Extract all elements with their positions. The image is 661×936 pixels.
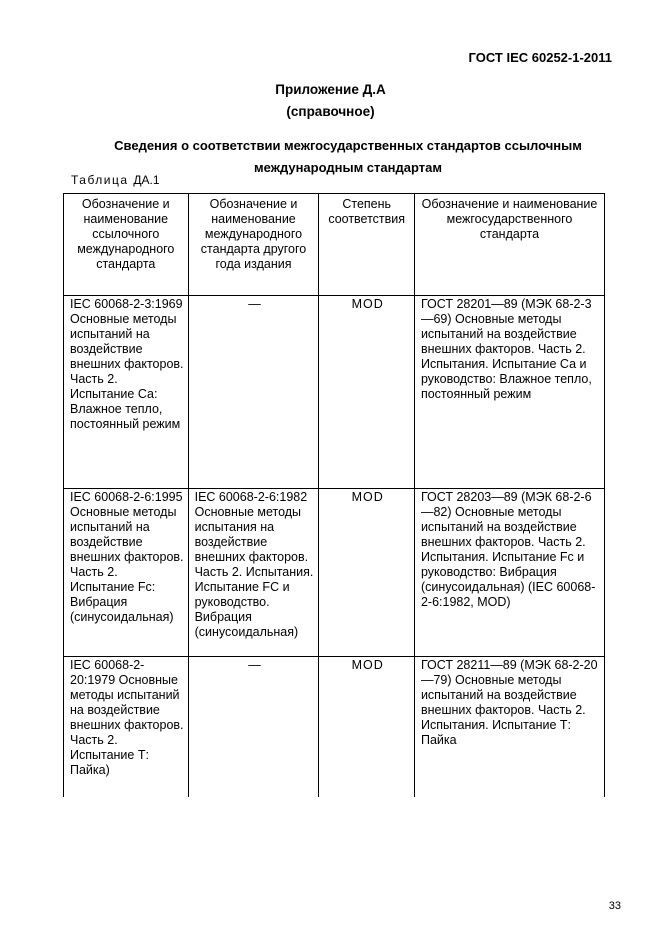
header-degree-of-correspondence: Степень соответствия xyxy=(319,194,415,296)
cell-interstate-standard: ГОСТ 28211—89 (МЭК 68-2-20—79) Основные методы испытаний на воздействие внешних факторов. Часть 2. Испытания. Испытание Т: Пайка xyxy=(414,657,604,797)
table-caption-label: Таблица xyxy=(71,173,129,187)
cell-interstate-standard: ГОСТ 28203—89 (МЭК 68-2-6—82) Основные методы испытаний на воздействие внешних факторов. Часть 2. Испытания. Испытание Fc и руководство: Вибрация (синусоидальная) (IEC 60068-2-6:1982, MOD) xyxy=(414,489,604,657)
header-interstate-standard: Обозначение и наименование межгосударственного стандарта xyxy=(414,194,604,296)
table-caption xyxy=(71,173,160,187)
table-header-row xyxy=(64,194,605,296)
table-row xyxy=(64,657,605,797)
table-row xyxy=(64,296,605,489)
page-number: 33 xyxy=(608,900,621,912)
document-code: ГОСТ IEC 60252-1-2011 xyxy=(468,50,612,65)
cell-degree: MOD xyxy=(319,489,415,657)
cell-degree: MOD xyxy=(319,296,415,489)
cell-reference-standard: IEC 60068-2-3:1969 Основные методы испытаний на воздействие внешних факторов. Часть 2. Испытание Са: Влажное тепло, постоянный режим xyxy=(64,296,189,489)
cell-other-edition-standard: — xyxy=(188,657,319,797)
correspondence-table xyxy=(63,193,605,797)
cell-reference-standard: IEC 60068-2-6:1995 Основные методы испытаний на воздействие внешних факторов. Часть 2. Испытание Fc: Вибрация (синусоидальная) xyxy=(64,489,189,657)
table-row xyxy=(64,489,605,657)
header-other-edition-standard: Обозначение и наименование международного стандарта другого года издания xyxy=(188,194,319,296)
section-title-line2: международным стандартам xyxy=(254,160,442,175)
section-title xyxy=(88,135,608,179)
section-title-line1: Сведения о соответствии межгосударственных стандартов ссылочным xyxy=(114,138,582,153)
cell-degree: MOD xyxy=(319,657,415,797)
cell-other-edition-standard: IEC 60068-2-6:1982 Основные методы испытания на воздействие внешних факторов. Часть 2. Испытания. Испытание FC и руководство. Вибрация (синусоидальная) xyxy=(188,489,319,657)
cell-reference-standard: IEC 60068-2-20:1979 Основные методы испытаний на воздействие внешних факторов. Часть 2. Испытание Т: Пайка) xyxy=(64,657,189,797)
appendix-title: Приложение Д.А xyxy=(275,82,386,97)
appendix-subtitle: (справочное) xyxy=(286,104,375,119)
header-reference-standard: Обозначение и наименование ссылочного международного стандарта xyxy=(64,194,189,296)
cell-other-edition-standard: — xyxy=(188,296,319,489)
cell-interstate-standard: ГОСТ 28201—89 (МЭК 68-2-3—69) Основные методы испытаний на воздействие внешних факторов. Часть 2. Испытания. Испытание Са и руководство: Влажное тепло, постоянный режим xyxy=(414,296,604,489)
appendix-heading xyxy=(0,79,661,123)
table-caption-number: ДА.1 xyxy=(133,173,160,187)
